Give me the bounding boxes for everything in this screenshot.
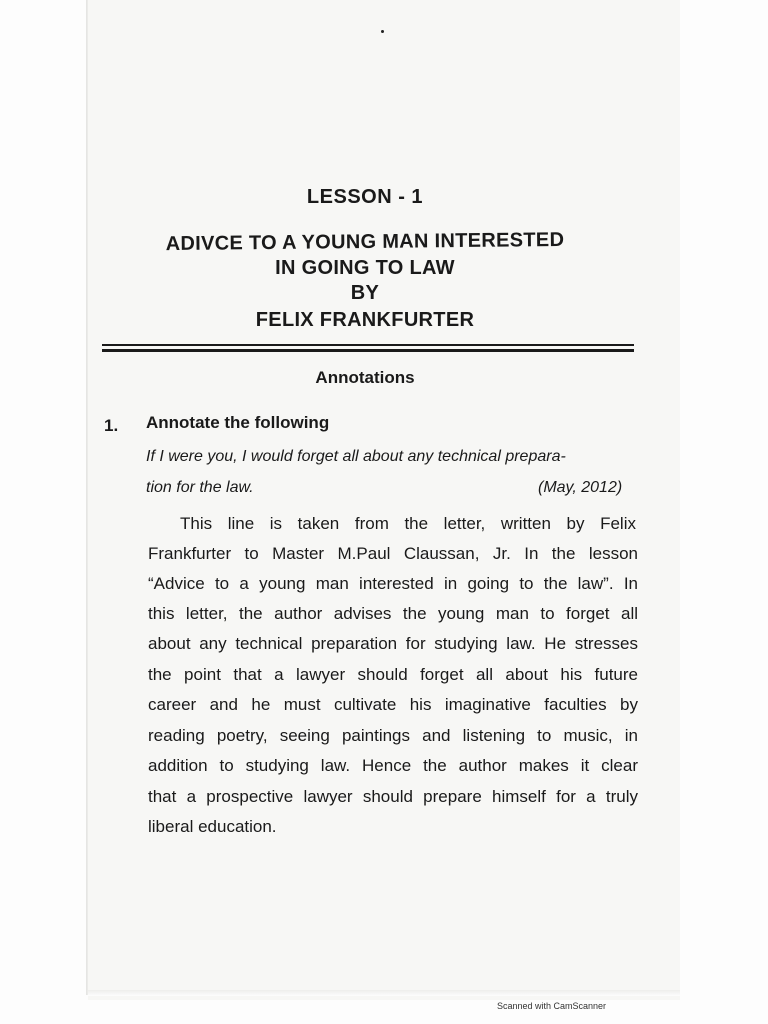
lesson-label: LESSON - 1 (306, 186, 424, 208)
question-heading: Annotate the following (146, 413, 330, 432)
quote-line-2: tion for the law. (146, 479, 254, 496)
answer-line-11: liberal education. (148, 817, 277, 836)
answer-line-9: addition to studying law. Hence the author makes it clear (148, 756, 638, 775)
answer-line-8: reading poetry, seeing paintings and listening to music, in (148, 726, 638, 745)
title-divider-bottom (102, 349, 634, 352)
quote-line-1: If I were you, I would forget all about any technical prepara- (146, 448, 566, 465)
answer-line-4: this letter, the author advises the young man to forget all (148, 604, 638, 623)
title-line-2: IN GOING TO LAW (275, 257, 455, 279)
answer-line-2: Frankfurter to Master M.Paul Claussan, Jr. In the lesson (148, 544, 638, 563)
answer-line-5: about any technical preparation for studying law. He stresses (148, 634, 638, 653)
quote-citation: (May, 2012) (538, 479, 623, 496)
scan-speck (381, 30, 384, 33)
page-bottom-edge (88, 990, 680, 996)
answer-line-7: career and he must cultivate his imaginative faculties by (148, 695, 638, 714)
answer-line-1: This line is taken from the letter, written by Felix (180, 514, 636, 533)
question-number: 1. (104, 416, 119, 435)
title-line-4: FELIX FRANKFURTER (255, 309, 475, 331)
section-heading: Annotations (315, 368, 415, 387)
title-divider-top (102, 344, 634, 346)
scanner-watermark: Scanned with CamScanner (497, 1001, 607, 1011)
title-line-3: BY (350, 282, 380, 304)
title-line-1: ADIVCE TO A YOUNG MAN INTERESTED (165, 228, 565, 256)
scanned-page (88, 0, 680, 1000)
answer-line-10: that a prospective lawyer should prepare himself for a truly (148, 787, 638, 806)
answer-line-6: the point that a lawyer should forget all about his future (148, 665, 638, 684)
answer-line-3: “Advice to a young man interested in going to the law”. In (148, 574, 638, 593)
